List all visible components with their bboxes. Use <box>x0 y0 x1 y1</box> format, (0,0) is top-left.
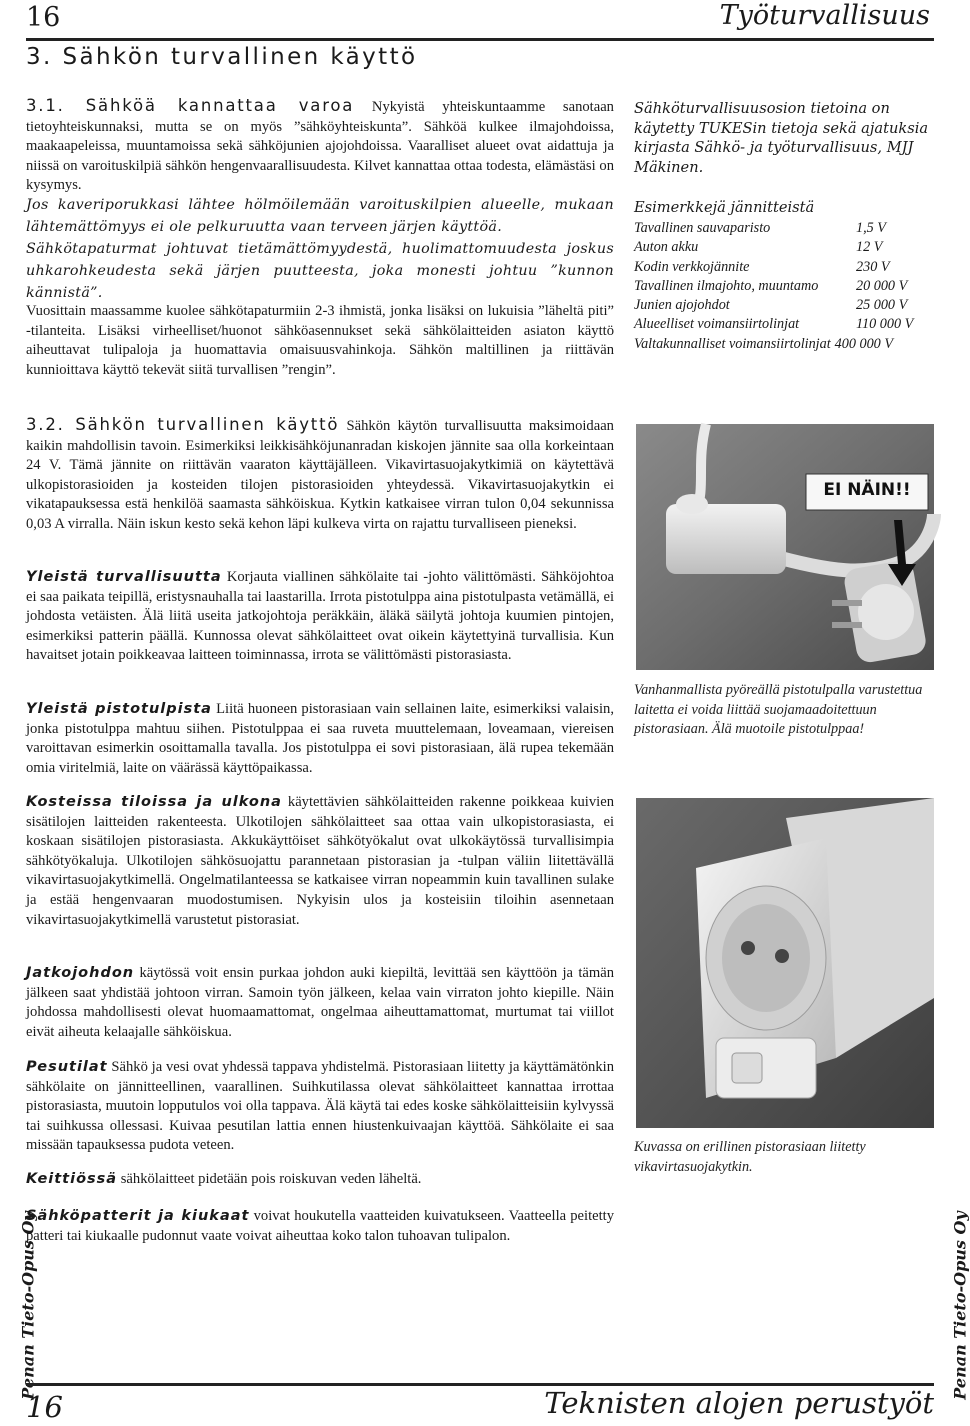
section-3-2 <box>26 415 614 535</box>
rcd-illustration <box>636 798 934 1128</box>
paragraph-heaters <box>26 1207 614 1246</box>
section-3-1 <box>26 96 614 196</box>
voltage-value: 12 V <box>856 239 883 256</box>
paragraph-bathrooms <box>26 1058 614 1156</box>
section-text-2: Vuosittain maassamme kuolee sähkötapaturmiin 2-3 ihmistä, jonka lisäksi on lukuisia ”läheltä piti” -tilanteita. Lisäksi virheelliset/huonot sähköasennukset sekä sähkölaitteiden asiaton käyttö aiheuttavat tulipaloja ja huomattavia omaisuusvahinkoja. Sähkön maltillinen ja riittävän kunnioittava käyttö tekevät siitä turvallisen ”rengin”. <box>26 303 614 378</box>
paragraph-lead: Pesutilat <box>26 1059 108 1075</box>
section-text: Nykyistä yhteiskuntaamme sanotaan tietoyhteiskunnaksi, mutta se on myös ”sähköyhteiskunta”. Sähköä kulkee ilmajohdoissa, maakaapeleissa, muuntamoissa sekä sähköjunien ajojohdoissa. Vaaralliset alueet ovat aidattuja ja niissä on varoituskilpiä sähkön hengenvaarallisuudesta. Kilvet kannattaa ottaa todesta, elämästäsi on kysymys. <box>26 99 614 194</box>
warning-text-1: Jos kaveriporukkasi lähtee hölmöilemään varoituskilpien alueelle, mukaan lähtemättömyys ei ole pelkuruutta vaan terveen järjen käyttöä. <box>26 197 614 235</box>
header-rule <box>26 38 934 41</box>
voltage-name: Tavallinen sauvaparisto <box>634 220 771 236</box>
voltage-value: 1,5 V <box>856 220 886 236</box>
voltages-heading: Esimerkkejä jännitteistä <box>634 199 815 216</box>
voltage-name: Tavallinen ilmajohto, muuntamo <box>634 277 819 294</box>
paragraph-lead: Yleistä turvallisuutta <box>26 569 222 585</box>
voltage-row <box>634 277 944 296</box>
voltage-row <box>634 258 944 277</box>
plug-caption: Vanhanmallista pyöreällä pistotulpalla varustettua laitetta ei voida liittää suojamaadoitettuun pistorasiaan. Älä muotoile pistotulppaa! <box>634 682 923 737</box>
side-label-right: Penan Tieto-Opus Oy <box>950 1211 970 1400</box>
voltage-value: 110 000 V <box>856 316 914 333</box>
plug-sign-text: EI NÄIN!! <box>823 480 911 500</box>
paragraph-text: Sähkö ja vesi ovat yhdessä tappava yhdistelmä. Pistorasiaan liitetty ja käyttämätönkin sähkölaite on jännitteellinen, vaarallinen. Suihkutilassa olevat sähkölaitteet kannattaa irrottaa pistorasiasta, muutoin lopputulos voi olla tappava. Älä käytä tai edes koske sähkölaitteisiin kylvyssä tai suihkussa ollessasi. Kuivaa pesutilan lattia ennen hiustenkuivaajan käyttöä. Sähkölaite ei saa missään tapauksessa pudota veteen. <box>26 1059 614 1154</box>
voltage-name: Auton akku <box>634 239 699 256</box>
voltage-name: Junien ajojohdot <box>634 297 730 314</box>
voltage-value: 25 000 V <box>856 297 908 314</box>
rcd-photo <box>636 798 934 1128</box>
rcd-caption: Kuvassa on erillinen pistorasiaan liitetty vikavirtasuojakytkin. <box>634 1139 866 1175</box>
plug-photo <box>636 424 934 670</box>
paragraph-lead: Jatkojohdon <box>26 965 135 981</box>
paragraph-lead: Yleistä pistotulpista <box>26 701 212 717</box>
paragraph-kitchen <box>26 1170 614 1190</box>
footer-page-number: 16 <box>26 1390 63 1424</box>
warning-text-2: Sähkötapaturmat johtuvat tietämättömyydestä, huolimattomuudesta joskus uhkarohkeudesta sekä järjen puutteesta, joka monesti johtuu ”kunnon kännistä”. <box>26 241 614 301</box>
header-page-number: 16 <box>26 2 61 33</box>
footer-title: Teknisten alojen perustyöt <box>544 1386 934 1420</box>
paragraph-general-safety <box>26 568 614 666</box>
voltage-name: Alueelliset voimansiirtolinjat <box>634 316 800 333</box>
paragraph-lead: Kosteissa tiloissa ja ulkona <box>26 794 282 810</box>
paragraph-lead: Keittiössä <box>26 1171 118 1187</box>
paragraph-text: käytössä voit ensin purkaa johdon auki kiepiltä, levittää sen käyttöön ja tämän jälkeen saat yhdistää johtoon virran. Samoin työn jälkeen, kelaa vain virraton johto kiepille. Näin johdossa mahdollisesti olevat huomaamattomat, ongelmaa aiheuttamattomat, murtumat tai viillot eivät aiheuta kelaajalle sähköiskua. <box>26 965 614 1040</box>
voltage-name: Valtakunnalliset voimansiirtolinjat <box>634 335 831 352</box>
paragraph-wet-rooms <box>26 793 614 930</box>
section-text: Sähkön käytön turvallisuutta maksimoidaan kaikin mahdollisin tavoin. Esimerkiksi leikkisähköjunanradan kiskojen jännite saa olla korkeintaan 24 V. Tämä jännite on riittävän vaaraton käyttäjälleen. Vikavirtasuojakytkimiä on käytettävä ulkopistorasioiden ja kosteiden tilojen pistorasioiden yhteydessä. Vikavirtasuojakytkin ei vikatapauksessa estä henkilöä saamasta sähköiskua. Kytkin katkaisee virran tulon 0,04 sekunnissa 0,03 A virralla. Näin iskun kesto sekä kehon läpi kulkeva virta on rajattu turvalliseen pieneksi. <box>26 418 614 532</box>
source-note: Sähköturvallisuusosion tietoina on käytetty TUKESin tietoja sekä ajatuksia kirjasta Sähkö- ja työturvallisuus, MJJ Mäkinen. <box>634 100 929 176</box>
paragraph-text: Liitä huoneen pistorasiaan vain sellainen laite, esimerkiksi valaisin, jonka pistotulppa mahtuu siihen. Pistotulppaa ei saa ruveta muuttelemaan, loveamaan, viereisen varoittavan esimerkin osoittamalla tavalla. Jos pistotulppa ei sovi pistorasiaan, älä rupea tekemään omia viritelmiä, laite on väärässä käyttöpaikassa. <box>26 701 614 776</box>
voltages-table <box>634 219 944 354</box>
voltage-value: 20 000 V <box>856 277 908 294</box>
paragraph-text: käytettävien sähkölaitteiden rakenne poikkeaa kuivien sisätilojen laitteiden rakenteesta. Ulkotilojen sähkölaitteet saa ottaa vain ulkopistorasiasta, ei koskaan sisätilojen pistorasiasta. Akkukäyttöiset sähkötyökalut ovat ulkokäytössä turvallisimpia sähkötyökaluja. Ulkotilojen sähkösuojattu parannetaan pistorasian ja -tulpan väliin liitettävällä vikavirtasuojakytkimellä. Ongelmatilanteessa se katkaisee virran nopeammin kuin tavallinen sulake ja estää hengenvaaran muodostumisen. Nykyisin ulos ja kosteisiin tiloihin asennetaan vikavirtasuojakytkimellä varustetut pistorasiat. <box>26 794 614 928</box>
voltage-row <box>634 315 944 334</box>
voltage-name: Kodin verkkojännite <box>634 258 750 275</box>
voltage-row <box>634 238 944 257</box>
paragraph-text: Korjauta viallinen sähkölaite tai -johto välittömästi. Sähköjohtoa ei saa paikata teipillä, eristysnauhalla tai laastarilla. Irrota pistotulppa aina pistotulpasta vetämällä, ei johdosta vetäisten. Älä liitä useita jatkojohtoja peräkkäin, äläkä säilytä johtoja kuumien pintojen, esimerkiksi patterin päällä. Kunnossa olevat sähkölaitteet ovat oikein käytettyinä turvallisia. Kun havaitset jotain poikkeavaa laitteen toiminnassa, irrota se välittömästi pistorasiasta. <box>26 569 614 664</box>
chapter-title: 3. Sähkön turvallinen käyttö <box>26 44 418 70</box>
plug-illustration <box>636 424 934 670</box>
voltage-value: 230 V <box>856 258 890 275</box>
side-label-left: Penan Tieto-Opus Oy <box>18 1211 38 1400</box>
header-title: Työturvallisuus <box>719 0 930 31</box>
paragraph-text: voivat houkutella vaatteiden kuivatukseen. Vaatteella peitetty patteri tai kiukaalle pudonnut vaate voivat aiheuttaa koko talon tuhoavan tulipalon. <box>26 1208 615 1244</box>
voltage-row <box>634 335 944 354</box>
section-heading: 3.1. Sähköä kannattaa varoa <box>26 96 355 115</box>
section-heading: 3.2. Sähkön turvallinen käyttö <box>26 415 340 434</box>
paragraph-extension-cord <box>26 964 614 1042</box>
voltage-value: 400 000 V <box>834 335 893 352</box>
voltage-row <box>634 296 944 315</box>
paragraph-plugs <box>26 700 614 778</box>
voltage-row <box>634 219 944 238</box>
paragraph-text: sähkölaitteet pidetään pois roiskuvan veden läheltä. <box>120 1171 422 1187</box>
paragraph-lead: Sähköpatterit ja kiukaat <box>26 1208 250 1224</box>
